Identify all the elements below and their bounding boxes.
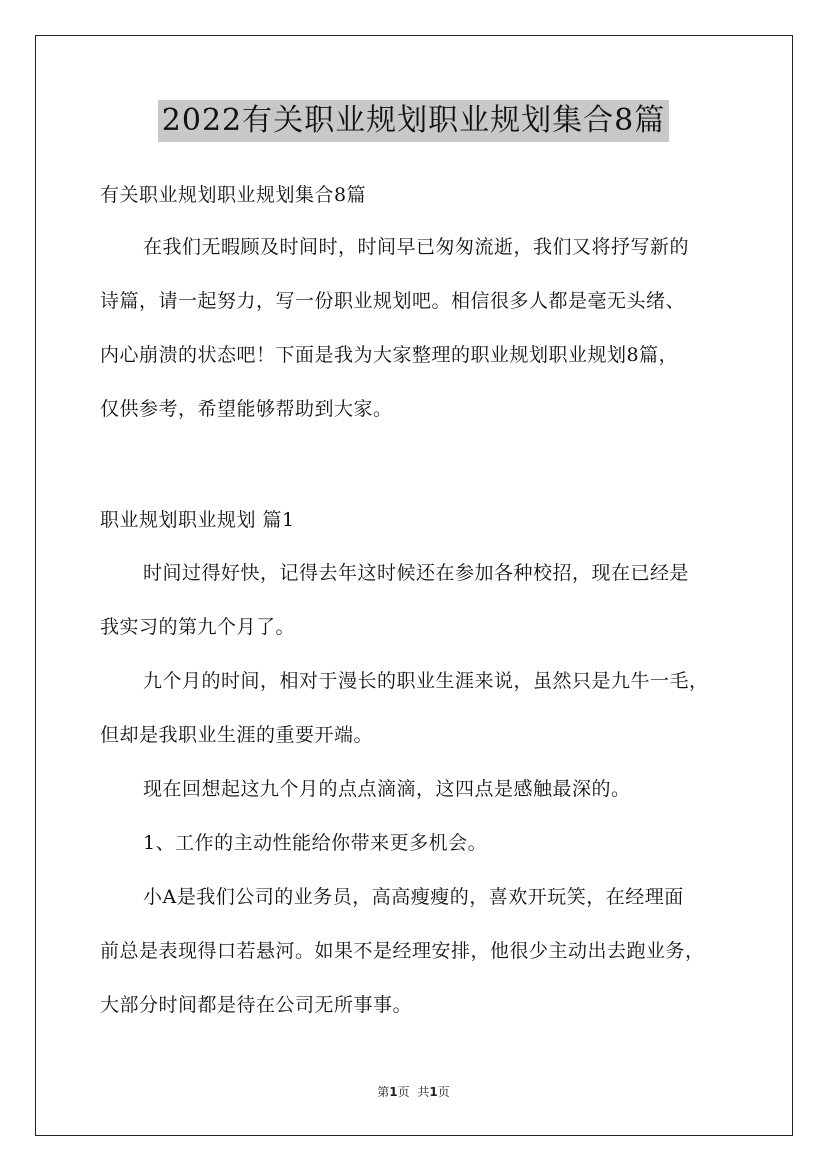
body-line: 大部分时间都是待在公司无所事事。: [100, 994, 413, 1016]
body-line: 现在回想起这九个月的点点滴滴，这四点是感触最深的。: [143, 778, 631, 800]
page-footer: [0, 1083, 827, 1100]
page-suffix: 页: [397, 1085, 410, 1099]
intro-line: 仅供参考，希望能够帮助到大家。: [100, 398, 393, 420]
body-line: 时间过得好快，记得去年这时候还在参加各种校招，现在已经是: [143, 562, 690, 584]
title-container: [0, 100, 827, 142]
total-suffix: 页: [437, 1085, 450, 1099]
intro-line: 内心崩溃的状态吧！下面是我为大家整理的职业规划职业规划8篇，: [100, 344, 679, 366]
total-prefix: 共: [417, 1085, 430, 1099]
intro-line: 在我们无暇顾及时间时，时间早已匆匆流逝，我们又将抒写新的: [143, 236, 690, 258]
total-number: 1: [429, 1085, 438, 1099]
body-line: 九个月的时间，相对于漫长的职业生涯来说，虽然只是九牛一毛，: [143, 670, 709, 692]
body-line: 我实习的第九个月了。: [100, 616, 296, 638]
body-line: 前总是表现得口若悬河。如果不是经理安排，他很少主动出去跑业务，: [100, 940, 705, 962]
document-subtitle: 有关职业规划职业规划集合8篇: [100, 184, 367, 206]
section-heading: 职业规划职业规划 篇1: [100, 509, 295, 531]
document-title: 2022有关职业规划职业规划集合8篇: [158, 100, 669, 142]
body-line: 小A是我们公司的业务员，高高瘦瘦的，喜欢开玩笑，在经理面: [143, 886, 684, 908]
page-prefix: 第: [377, 1085, 390, 1099]
body-line: 1、工作的主动性能给你带来更多机会。: [143, 832, 488, 854]
intro-line: 诗篇，请一起努力，写一份职业规划吧。相信很多人都是毫无头绪、: [100, 290, 686, 312]
body-line: 但却是我职业生涯的重要开端。: [100, 724, 374, 746]
page-number: 1: [389, 1085, 398, 1099]
